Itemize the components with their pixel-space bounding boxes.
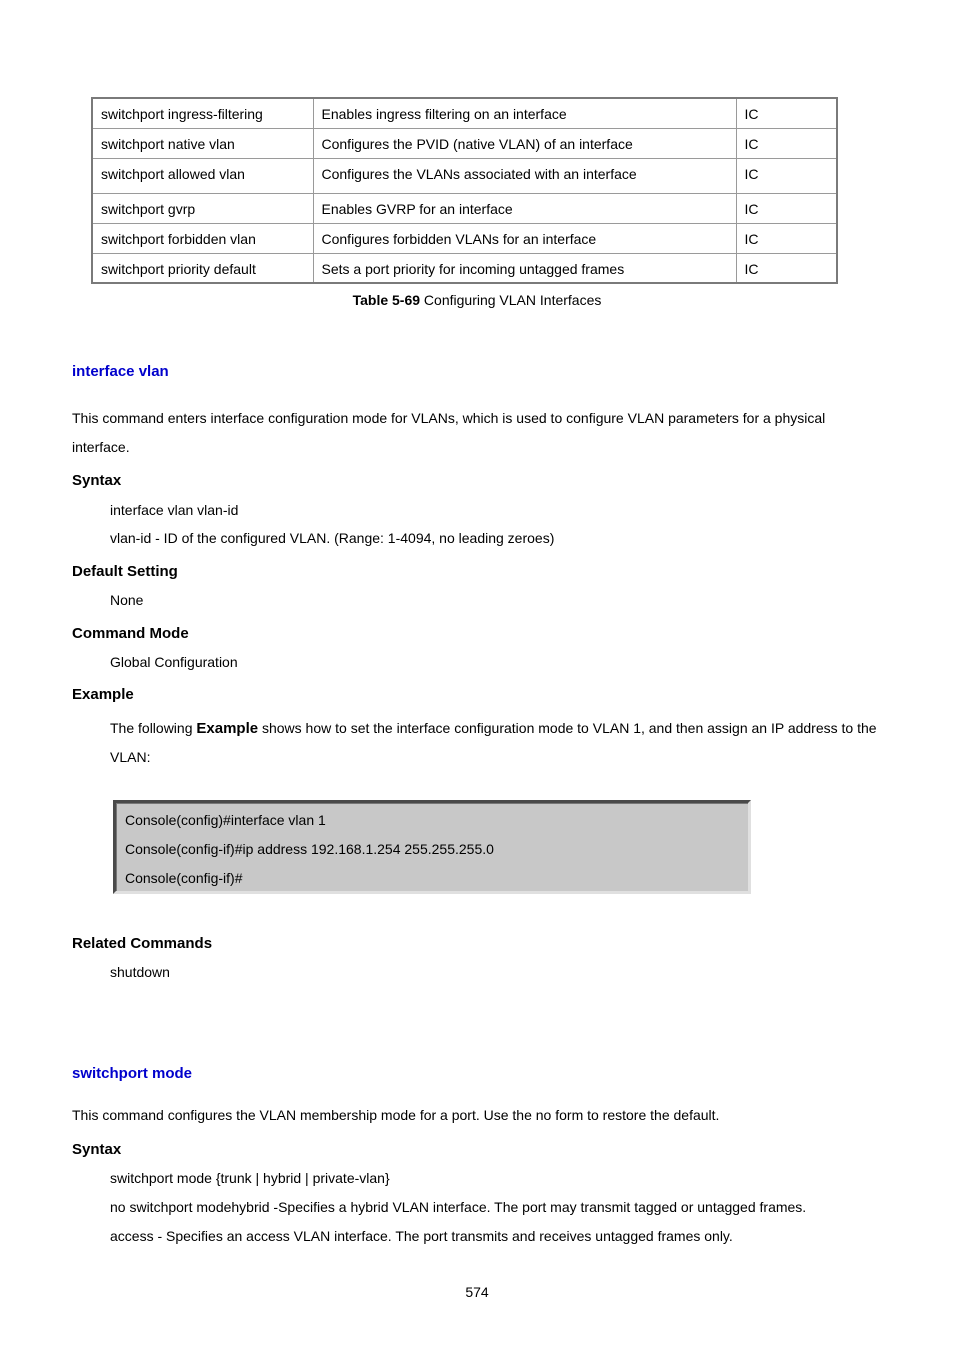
- table-row: [92, 158, 837, 193]
- command-cell: switchport priority default: [92, 253, 313, 283]
- table-caption: [0, 292, 954, 308]
- table-row: [92, 98, 837, 128]
- function-cell: Sets a port priority for incoming untagged frames: [313, 253, 736, 283]
- command-cell: switchport forbidden vlan: [92, 223, 313, 253]
- mode-cell: IC: [736, 253, 837, 283]
- mode-cell: IC: [736, 193, 837, 223]
- related-command-value: shutdown: [110, 964, 170, 980]
- table-row: [92, 128, 837, 158]
- mode-cell: IC: [736, 128, 837, 158]
- function-cell: Configures the VLANs associated with an interface: [313, 158, 736, 193]
- command-cell: switchport gvrp: [92, 193, 313, 223]
- example-text-pre: The following: [110, 720, 197, 736]
- syntax-heading: Syntax: [72, 1141, 122, 1158]
- section-description: This command configures the VLAN membership mode for a port. Use the no form to restore the default.: [72, 1107, 720, 1123]
- syntax-line: interface vlan vlan-id: [110, 502, 239, 518]
- command-mode-value: Global Configuration: [110, 654, 238, 670]
- mode-cell: IC: [736, 98, 837, 128]
- command-cell: switchport allowed vlan: [92, 158, 313, 193]
- syntax-heading: Syntax: [72, 472, 122, 489]
- table-row: [92, 253, 837, 283]
- command-cell: switchport ingress-filtering: [92, 98, 313, 128]
- syntax-parameter: no switchport modehybrid -Specifies a hybrid VLAN interface. The port may transmit tagged or untagged frames.: [110, 1199, 807, 1215]
- section-title-switchport-mode: switchport mode: [72, 1065, 193, 1082]
- function-cell: Configures the PVID (native VLAN) of an interface: [313, 128, 736, 158]
- console-output-box: [113, 800, 751, 894]
- mode-cell: IC: [736, 158, 837, 193]
- example-heading: Example: [72, 686, 134, 703]
- example-description: [110, 714, 890, 771]
- command-cell: switchport native vlan: [92, 128, 313, 158]
- vlan-interface-commands-table: [91, 97, 838, 284]
- table-caption-text: Configuring VLAN Interfaces: [420, 292, 602, 308]
- table-row: [92, 193, 837, 223]
- section-description: This command enters interface configuration mode for VLANs, which is used to configure VLAN parameters for a physical interface.: [72, 410, 826, 455]
- related-commands-heading: Related Commands: [72, 935, 213, 952]
- syntax-line: switchport mode {trunk | hybrid | private-vlan}: [110, 1170, 390, 1186]
- table-row: [92, 223, 837, 253]
- page-number: 574: [465, 1284, 489, 1300]
- table-caption-label: Table 5-69: [352, 292, 421, 308]
- default-setting-heading: Default Setting: [72, 563, 178, 580]
- example-text-post: shows how to set the interface configuration mode to VLAN 1, and then assign an IP address to the VLAN:: [110, 720, 877, 765]
- section-title-interface-vlan: interface vlan: [72, 363, 169, 380]
- mode-cell: IC: [736, 223, 837, 253]
- default-setting-value: None: [110, 592, 144, 608]
- console-line: Console(config-if)#: [125, 870, 243, 886]
- console-line: Console(config)#interface vlan 1: [125, 812, 326, 828]
- function-cell: Enables GVRP for an interface: [313, 193, 736, 223]
- syntax-parameter: vlan-id - ID of the configured VLAN. (Range: 1-4094, no leading zeroes): [110, 530, 555, 546]
- function-cell: Configures forbidden VLANs for an interface: [313, 223, 736, 253]
- function-cell: Enables ingress filtering on an interface: [313, 98, 736, 128]
- syntax-parameter: access - Specifies an access VLAN interface. The port transmits and receives untagged frames only.: [110, 1228, 733, 1244]
- example-text-bold: Example: [196, 720, 259, 737]
- console-line: Console(config-if)#ip address 192.168.1.254 255.255.255.0: [125, 841, 494, 857]
- command-mode-heading: Command Mode: [72, 625, 189, 642]
